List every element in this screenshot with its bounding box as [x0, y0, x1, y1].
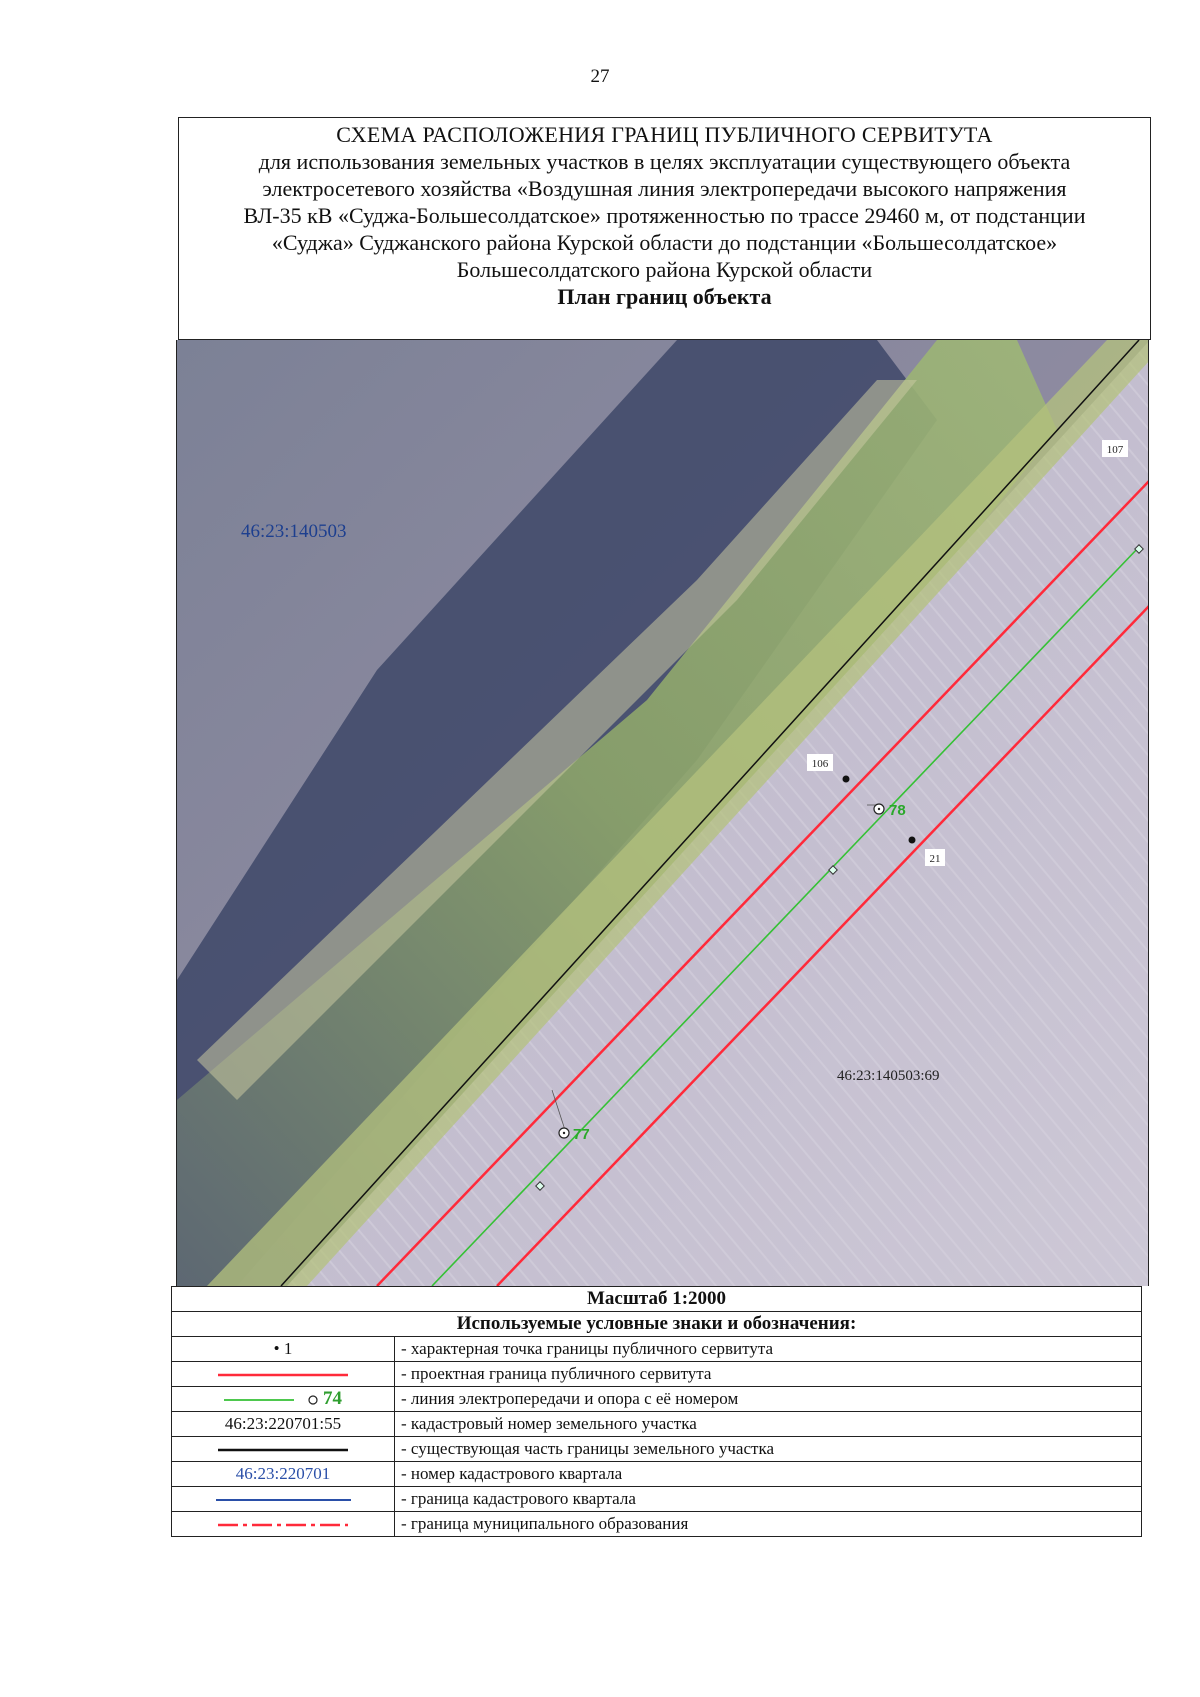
- map-canvas: [177, 340, 1149, 1286]
- parcel-number-label: 46:23:140503:69: [837, 1068, 940, 1084]
- support-icon: [307, 1394, 319, 1406]
- red-line-icon: [218, 1371, 348, 1379]
- legend-table: [171, 1286, 1142, 1537]
- blue-line-icon: [216, 1496, 351, 1504]
- header-line-1: для использования земельных участков в целях эксплуатации существующего объекта: [258, 149, 1071, 174]
- legend-row: [172, 1337, 1142, 1362]
- legend-symbol-red-line: [172, 1362, 395, 1387]
- legend-text: - номер кадастрового квартала: [395, 1462, 1142, 1487]
- legend-symbol-blue-line: [172, 1487, 395, 1512]
- header-line-3: ВЛ-35 кВ «Суджа-Большесолдатское» протяженностью по трассе 29460 м, от подстанции: [243, 203, 1086, 228]
- legend-row: [172, 1387, 1142, 1412]
- legend-row: [172, 1362, 1142, 1387]
- legend-row: [172, 1412, 1142, 1437]
- dash-dot-red-line-icon: [218, 1521, 348, 1529]
- document-subtitle: План границ объекта: [557, 284, 772, 309]
- support-number-sample: 74: [323, 1388, 342, 1409]
- cadastral-quarter-label: 46:23:140503: [241, 521, 347, 542]
- legend-symbol-point: • 1: [172, 1337, 395, 1362]
- support-label-78: 78: [889, 802, 906, 819]
- legend-symbol-power-line: [172, 1387, 395, 1412]
- legend-row: [172, 1462, 1142, 1487]
- black-line-icon: [218, 1446, 348, 1454]
- page-number: 27: [590, 66, 610, 87]
- legend-symbol-quarter-number: [172, 1462, 395, 1487]
- quarter-number-sample: 46:23:220701: [235, 1464, 331, 1483]
- boundary-point-21[interactable]: [909, 837, 916, 844]
- legend-heading: Используемые условные знаки и обозначения:: [172, 1312, 1142, 1337]
- legend-row: [172, 1437, 1142, 1462]
- point-label-21: 21: [929, 853, 941, 865]
- document-title: СХЕМА РАСПОЛОЖЕНИЯ ГРАНИЦ ПУБЛИЧНОГО СЕРВИТУТА: [336, 122, 993, 147]
- point-label-107: 107: [1106, 444, 1124, 456]
- support-78-center: [878, 808, 880, 810]
- legend-text: - граница муниципального образования: [395, 1512, 1142, 1537]
- legend-text: - линия электропередачи и опора с её номером: [395, 1387, 1142, 1412]
- legend-row: [172, 1487, 1142, 1512]
- legend-text: - проектная граница публичного сервитута: [395, 1362, 1142, 1387]
- point-label-106: 106: [811, 758, 829, 770]
- boundary-point-106[interactable]: [843, 776, 850, 783]
- legend-symbol-black-line: [172, 1437, 395, 1462]
- legend-text: - граница кадастрового квартала: [395, 1487, 1142, 1512]
- legend-text: - кадастровый номер земельного участка: [395, 1412, 1142, 1437]
- header-line-2: электросетевого хозяйства «Воздушная линия электропередачи высокого напряжения: [262, 176, 1067, 201]
- header-line-4: «Суджа» Суджанского района Курской области до подстанции «Большесолдатское»: [271, 230, 1058, 255]
- document-header: [178, 117, 1151, 340]
- legend-row: [172, 1512, 1142, 1537]
- legend-text: - характерная точка границы публичного сервитута: [395, 1337, 1142, 1362]
- legend-symbol-dash-dot-line: [172, 1512, 395, 1537]
- map-view: [176, 340, 1149, 1286]
- green-line-icon: [224, 1395, 294, 1405]
- map-scale: Масштаб 1:2000: [172, 1287, 1142, 1312]
- support-label-77: 77: [573, 1126, 590, 1143]
- support-77-center: [563, 1132, 565, 1134]
- legend-symbol-parcel-number: 46:23:220701:55: [172, 1412, 395, 1437]
- header-line-5: Большесолдатского района Курской области: [456, 257, 873, 282]
- legend-text: - существующая часть границы земельного участка: [395, 1437, 1142, 1462]
